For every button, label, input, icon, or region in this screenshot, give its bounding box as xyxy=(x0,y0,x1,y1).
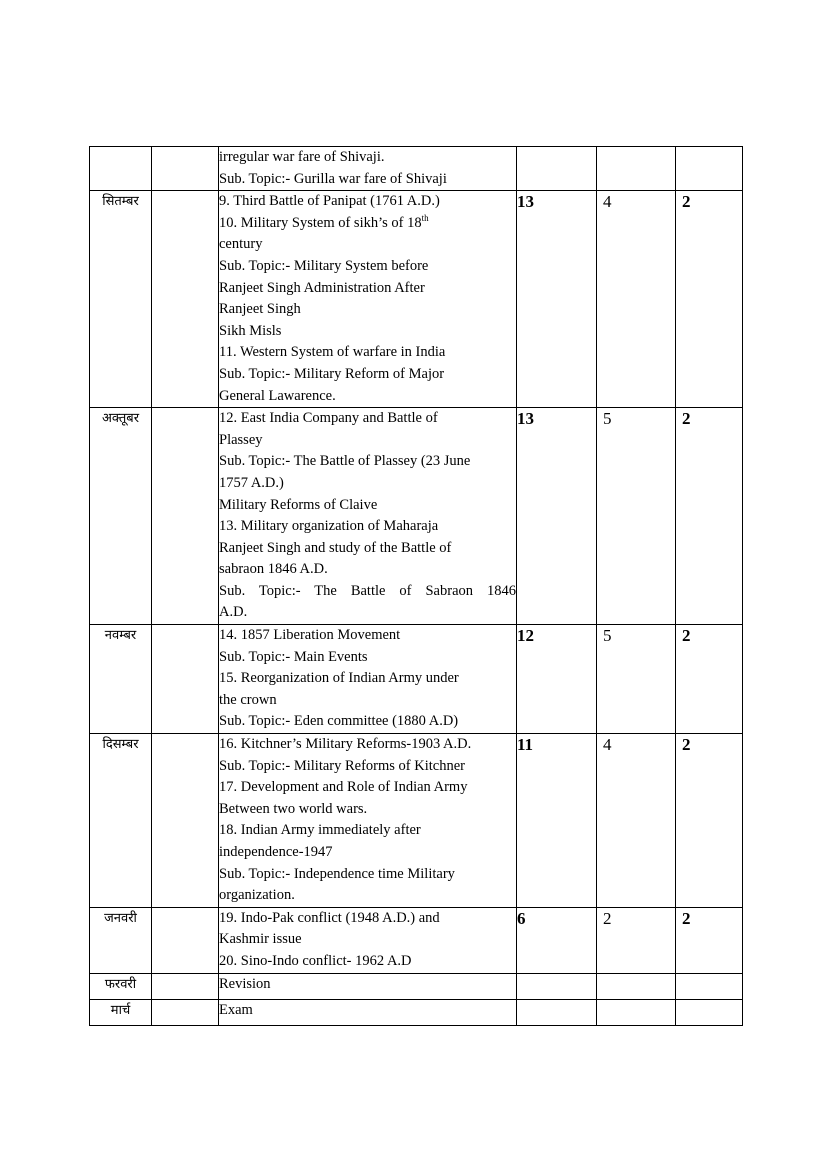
table-row xyxy=(90,907,743,973)
value-cell-1: 11 xyxy=(517,734,597,908)
topics-cell xyxy=(219,734,517,908)
topic-line: Sub. Topic:- Gurilla war fare of Shivaji xyxy=(219,170,447,187)
topic-line: Sub. Topic:- Military Reform of Major xyxy=(219,365,445,382)
topics-cell xyxy=(219,408,517,625)
topic-line: irregular war fare of Shivaji. xyxy=(219,149,385,165)
value-cell-3 xyxy=(676,973,743,999)
value-cell-2: 5 xyxy=(597,408,676,625)
topic-line: the crown xyxy=(219,691,277,708)
topic-line: century xyxy=(219,236,263,253)
month-cell: नवम्बर xyxy=(90,625,152,734)
month-cell: फरवरी xyxy=(90,973,152,999)
topic-line: independence-1947 xyxy=(219,844,333,860)
topic-line: Military Reforms of Claive xyxy=(219,496,378,513)
value-cell-2 xyxy=(597,999,676,1025)
value-cell-2: 4 xyxy=(597,191,676,408)
month-cell: अक्तूबर xyxy=(90,408,152,625)
table-row xyxy=(90,734,743,908)
topic-line: 11. Western System of warfare in India xyxy=(219,344,446,361)
value-cell-1 xyxy=(517,999,597,1025)
topic-line: Sub. Topic:- Main Events xyxy=(219,648,368,665)
value-cell-1 xyxy=(517,147,597,191)
value-cell-2: 2 xyxy=(597,907,676,973)
topic-line: Revision xyxy=(219,975,271,992)
blank-cell xyxy=(152,191,219,408)
topic-line: Sub. Topic:- Military System before xyxy=(219,257,429,274)
topic-line: 15. Reorganization of Indian Army under xyxy=(219,670,459,687)
topic-line: 20. Sino-Indo conflict- 1962 A.D xyxy=(219,952,412,969)
topic-line: Exam xyxy=(219,1001,253,1018)
topic-line: 13. Military organization of Maharaja xyxy=(219,518,439,535)
table-row xyxy=(90,999,743,1025)
topic-line: organization. xyxy=(219,887,295,904)
value-cell-1: 13 xyxy=(517,191,597,408)
blank-cell xyxy=(152,734,219,908)
topics-cell xyxy=(219,191,517,408)
topics-cell xyxy=(219,907,517,973)
topic-line: Sub. Topic:- Eden committee (1880 A.D) xyxy=(219,713,459,730)
topic-line: 19. Indo-Pak conflict (1948 A.D.) and xyxy=(219,909,440,926)
value-cell-3 xyxy=(676,999,743,1025)
topic-line: 16. Kitchner’s Military Reforms-1903 A.D. xyxy=(219,736,472,753)
topic-line: Plassey xyxy=(219,431,263,448)
syllabus-table xyxy=(89,146,743,1026)
topic-line: sabraon 1846 A.D. xyxy=(219,561,328,578)
value-cell-1: 13 xyxy=(517,408,597,625)
topic-line: 1757 A.D.) xyxy=(219,474,284,491)
topic-line: 18. Indian Army immediately after xyxy=(219,822,421,839)
topic-line: 17. Development and Role of Indian Army xyxy=(219,779,468,796)
blank-cell xyxy=(152,147,219,191)
table-row xyxy=(90,147,743,191)
topic-line: Ranjeet Singh and study of the Battle of xyxy=(219,539,452,556)
month-cell: जनवरी xyxy=(90,907,152,973)
ordinal-superscript: th xyxy=(421,212,429,223)
topics-cell xyxy=(219,147,517,191)
topic-line: Sub. Topic:- Independence time Military xyxy=(219,865,455,882)
topic-line: A.D. xyxy=(219,604,248,621)
topic-line: Kashmir issue xyxy=(219,931,302,948)
table-row xyxy=(90,191,743,408)
topic-line: Sub. Topic:- Military Reforms of Kitchner xyxy=(219,757,465,774)
table-row xyxy=(90,625,743,734)
topic-line: Ranjeet Singh Administration After xyxy=(219,279,425,296)
blank-cell xyxy=(152,408,219,625)
topic-line: Sub. Topic:- The Battle of Sabraon 1846 xyxy=(219,582,516,599)
value-cell-3: 2 xyxy=(676,191,743,408)
blank-cell xyxy=(152,625,219,734)
value-cell-1 xyxy=(517,973,597,999)
value-cell-3: 2 xyxy=(676,625,743,734)
month-cell: मार्च xyxy=(90,999,152,1025)
topics-cell xyxy=(219,999,517,1025)
month-cell: सितम्बर xyxy=(90,191,152,408)
blank-cell xyxy=(152,973,219,999)
value-cell-2: 4 xyxy=(597,734,676,908)
topic-line xyxy=(219,213,516,235)
topic-line: Sub. Topic:- The Battle of Plassey (23 June xyxy=(219,453,471,470)
topics-cell xyxy=(219,625,517,734)
value-cell-3: 2 xyxy=(676,734,743,908)
topic-line: 9. Third Battle of Panipat (1761 A.D.) xyxy=(219,193,440,210)
value-cell-2 xyxy=(597,973,676,999)
month-cell: दिसम्बर xyxy=(90,734,152,908)
blank-cell xyxy=(152,999,219,1025)
topic-line: 12. East India Company and Battle of xyxy=(219,410,438,427)
topic-line: General Lawarence. xyxy=(219,387,336,404)
topic-line: Ranjeet Singh xyxy=(219,301,301,318)
blank-cell xyxy=(152,907,219,973)
value-cell-3: 2 xyxy=(676,408,743,625)
month-cell xyxy=(90,147,152,191)
value-cell-3: 2 xyxy=(676,907,743,973)
topic-line: Between two world wars. xyxy=(219,800,368,817)
table-row xyxy=(90,408,743,625)
value-cell-1: 6 xyxy=(517,907,597,973)
topic-line: Sikh Misls xyxy=(219,322,282,339)
value-cell-2 xyxy=(597,147,676,191)
value-cell-2: 5 xyxy=(597,625,676,734)
topic-line-text: 10. Military System of sikh’s of 18 xyxy=(219,214,422,231)
value-cell-1: 12 xyxy=(517,625,597,734)
table-row xyxy=(90,973,743,999)
topics-cell xyxy=(219,973,517,999)
topic-line: 14. 1857 Liberation Movement xyxy=(219,627,401,644)
value-cell-3 xyxy=(676,147,743,191)
